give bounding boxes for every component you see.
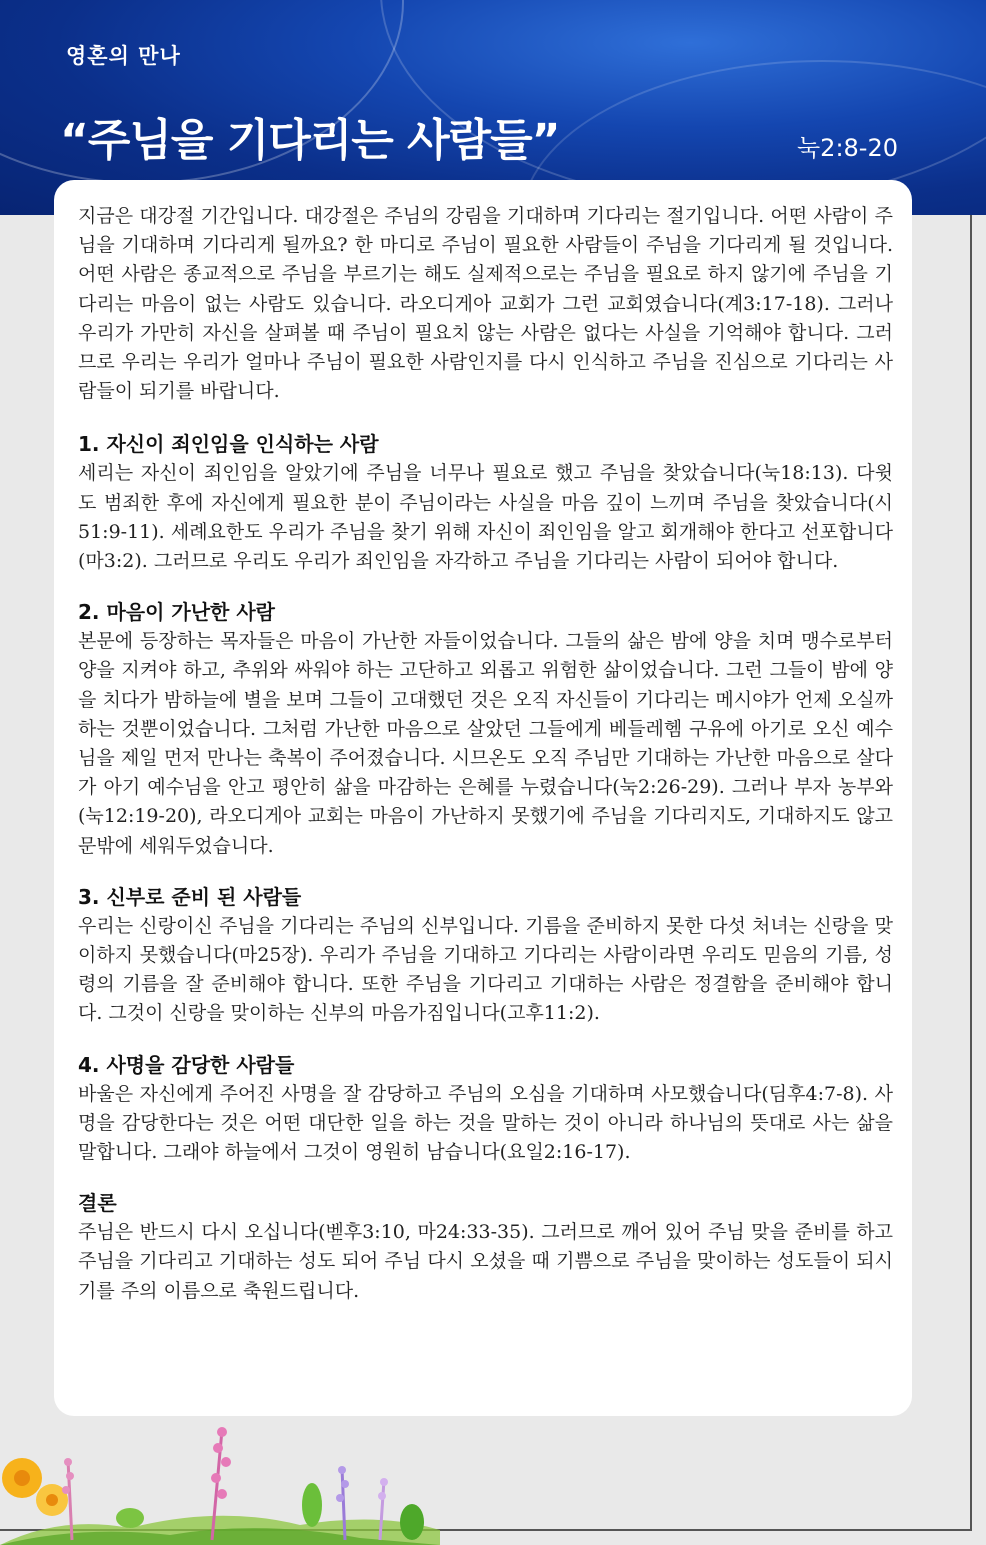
section-body: 우리는 신랑이신 주님을 기다리는 주님의 신부입니다. 기름을 준비하지 못한 다섯 처녀는 신랑을 맞이하지 못했습니다(마25장). 우리가 주님을 기대하고 기다리는 사람이라면 우리도 믿음의 기름, 성령의 기름을 잘 준비해야 합니다. 또한 주님을 기다리고 기대하는 사람은 정결함을 준비해야 합니다. 그것이 신랑을 맞이하는 신부의 마음가짐입니다(고후11:2). [78,914,893,1025]
section-body: 바울은 자신에게 주어진 사명을 잘 감당하고 주님의 오심을 기대하며 사모했습니다(딤후4:7-8). 사명을 감당한다는 것은 어떤 대단한 일을 하는 것을 말하는 것이 아니라 하나님의 뜻대로 사는 삶을 말합니다. 그래야 하늘에서 그것이 영원히 남습니다(요일2:16-17). [78,1082,893,1164]
content-card [54,180,912,1416]
article-body [78,202,893,1328]
section-title: 2. 마음이 가난한 사람 [78,600,275,625]
flower-decoration [0,1400,440,1545]
section-body: 세리는 자신이 죄인임을 알았기에 주님을 너무나 필요로 했고 주님을 찾았습니다(눅18:13). 다윗도 범죄한 후에 자신에게 필요한 분이 주님이라는 사실을 마음 깊이 느끼며 주님을 찾았습니다(시51:9-11). 세례요한도 우리가 주님을 찾기 위해 자신이 죄인임을 알고 회개해야 한다고 선포합니다(마3:2). 그러므로 우리도 우리가 죄인임을 자각하고 주님을 기다리는 사람이 되어야 합니다. [78,462,893,573]
section-title: 1. 자신이 죄인임을 인식하는 사람 [78,432,379,457]
page-title: “주님을 기다리는 사람들” [60,115,560,166]
intro-paragraph: 지금은 대강절 기간입니다. 대강절은 주님의 강림을 기대하며 기다리는 절기입니다. 어떤 사람이 주님을 기대하며 기다리게 될까요? 한 마디로 주님이 필요한 사람들이 주님을 기다리게 될 것입니다. 어떤 사람은 종교적으로 주님을 부르기는 해도 실제적으로는 주님을 필요로 하지 않기에 주님을 기다리는 마음이 없는 사람도 있습니다. 라오디게아 교회가 그런 교회였습니다(계3:17-18). 그러나 우리가 가만히 자신을 살펴볼 때 주님이 필요치 않는 사람은 없다는 사실을 기억해야 합니다. 그러므로 우리는 우리가 얼마나 주님이 필요한 사람인지를 다시 인식하고 주님을 진심으로 기다리는 사람들이 되기를 바랍니다. [78,205,893,403]
conclusion-body: 주님은 반드시 다시 오십니다(벧후3:10, 마24:33-35). 그러므로 깨어 있어 주님 맞을 준비를 하고 주님을 기다리고 기대하는 성도 되어 주님 다시 오셨을 때 기쁨으로 주님을 맞이하는 성도들이 되시기를 주의 이름으로 축원드립니다. [78,1221,893,1302]
section-title: 4. 사명을 감당한 사람들 [78,1052,295,1077]
category-label: 영혼의 만나 [66,44,181,68]
conclusion-title: 결론 [78,1191,117,1216]
section-body: 본문에 등장하는 목자들은 마음이 가난한 자들이었습니다. 그들의 삶은 밤에 양을 치며 맹수로부터 양을 지켜야 하고, 추위와 싸워야 하는 고단하고 외롭고 위험한 삶이었습니다. 그런 그들이 밤에 양을 치다가 밤하늘에 별을 보며 그들이 고대했던 것은 오직 자신들이 기다리는 메시야가 언제 오실까 하는 것뿐이었습니다. 그처럼 가난한 마음으로 살았던 그들에게 베들레헴 구유에 아기로 오신 예수님을 제일 먼저 만나는 축복이 주어졌습니다. 시므온도 오직 주님만 기대하는 가난한 마음으로 살다가 아기 예수님을 안고 평안히 삶을 마감하는 은혜를 누렸습니다(눅2:26-29). 그러나 부자 농부와(눅12:19-20), 라오디게아 교회는 마음이 가난하지 못했기에 주님을 기다리지도, 기대하지도 않고 문밖에 세워두었습니다. [78,630,893,857]
section-title: 3. 신부로 준비 된 사람들 [78,884,302,909]
scripture-reference: 눅2:8-20 [796,134,898,162]
